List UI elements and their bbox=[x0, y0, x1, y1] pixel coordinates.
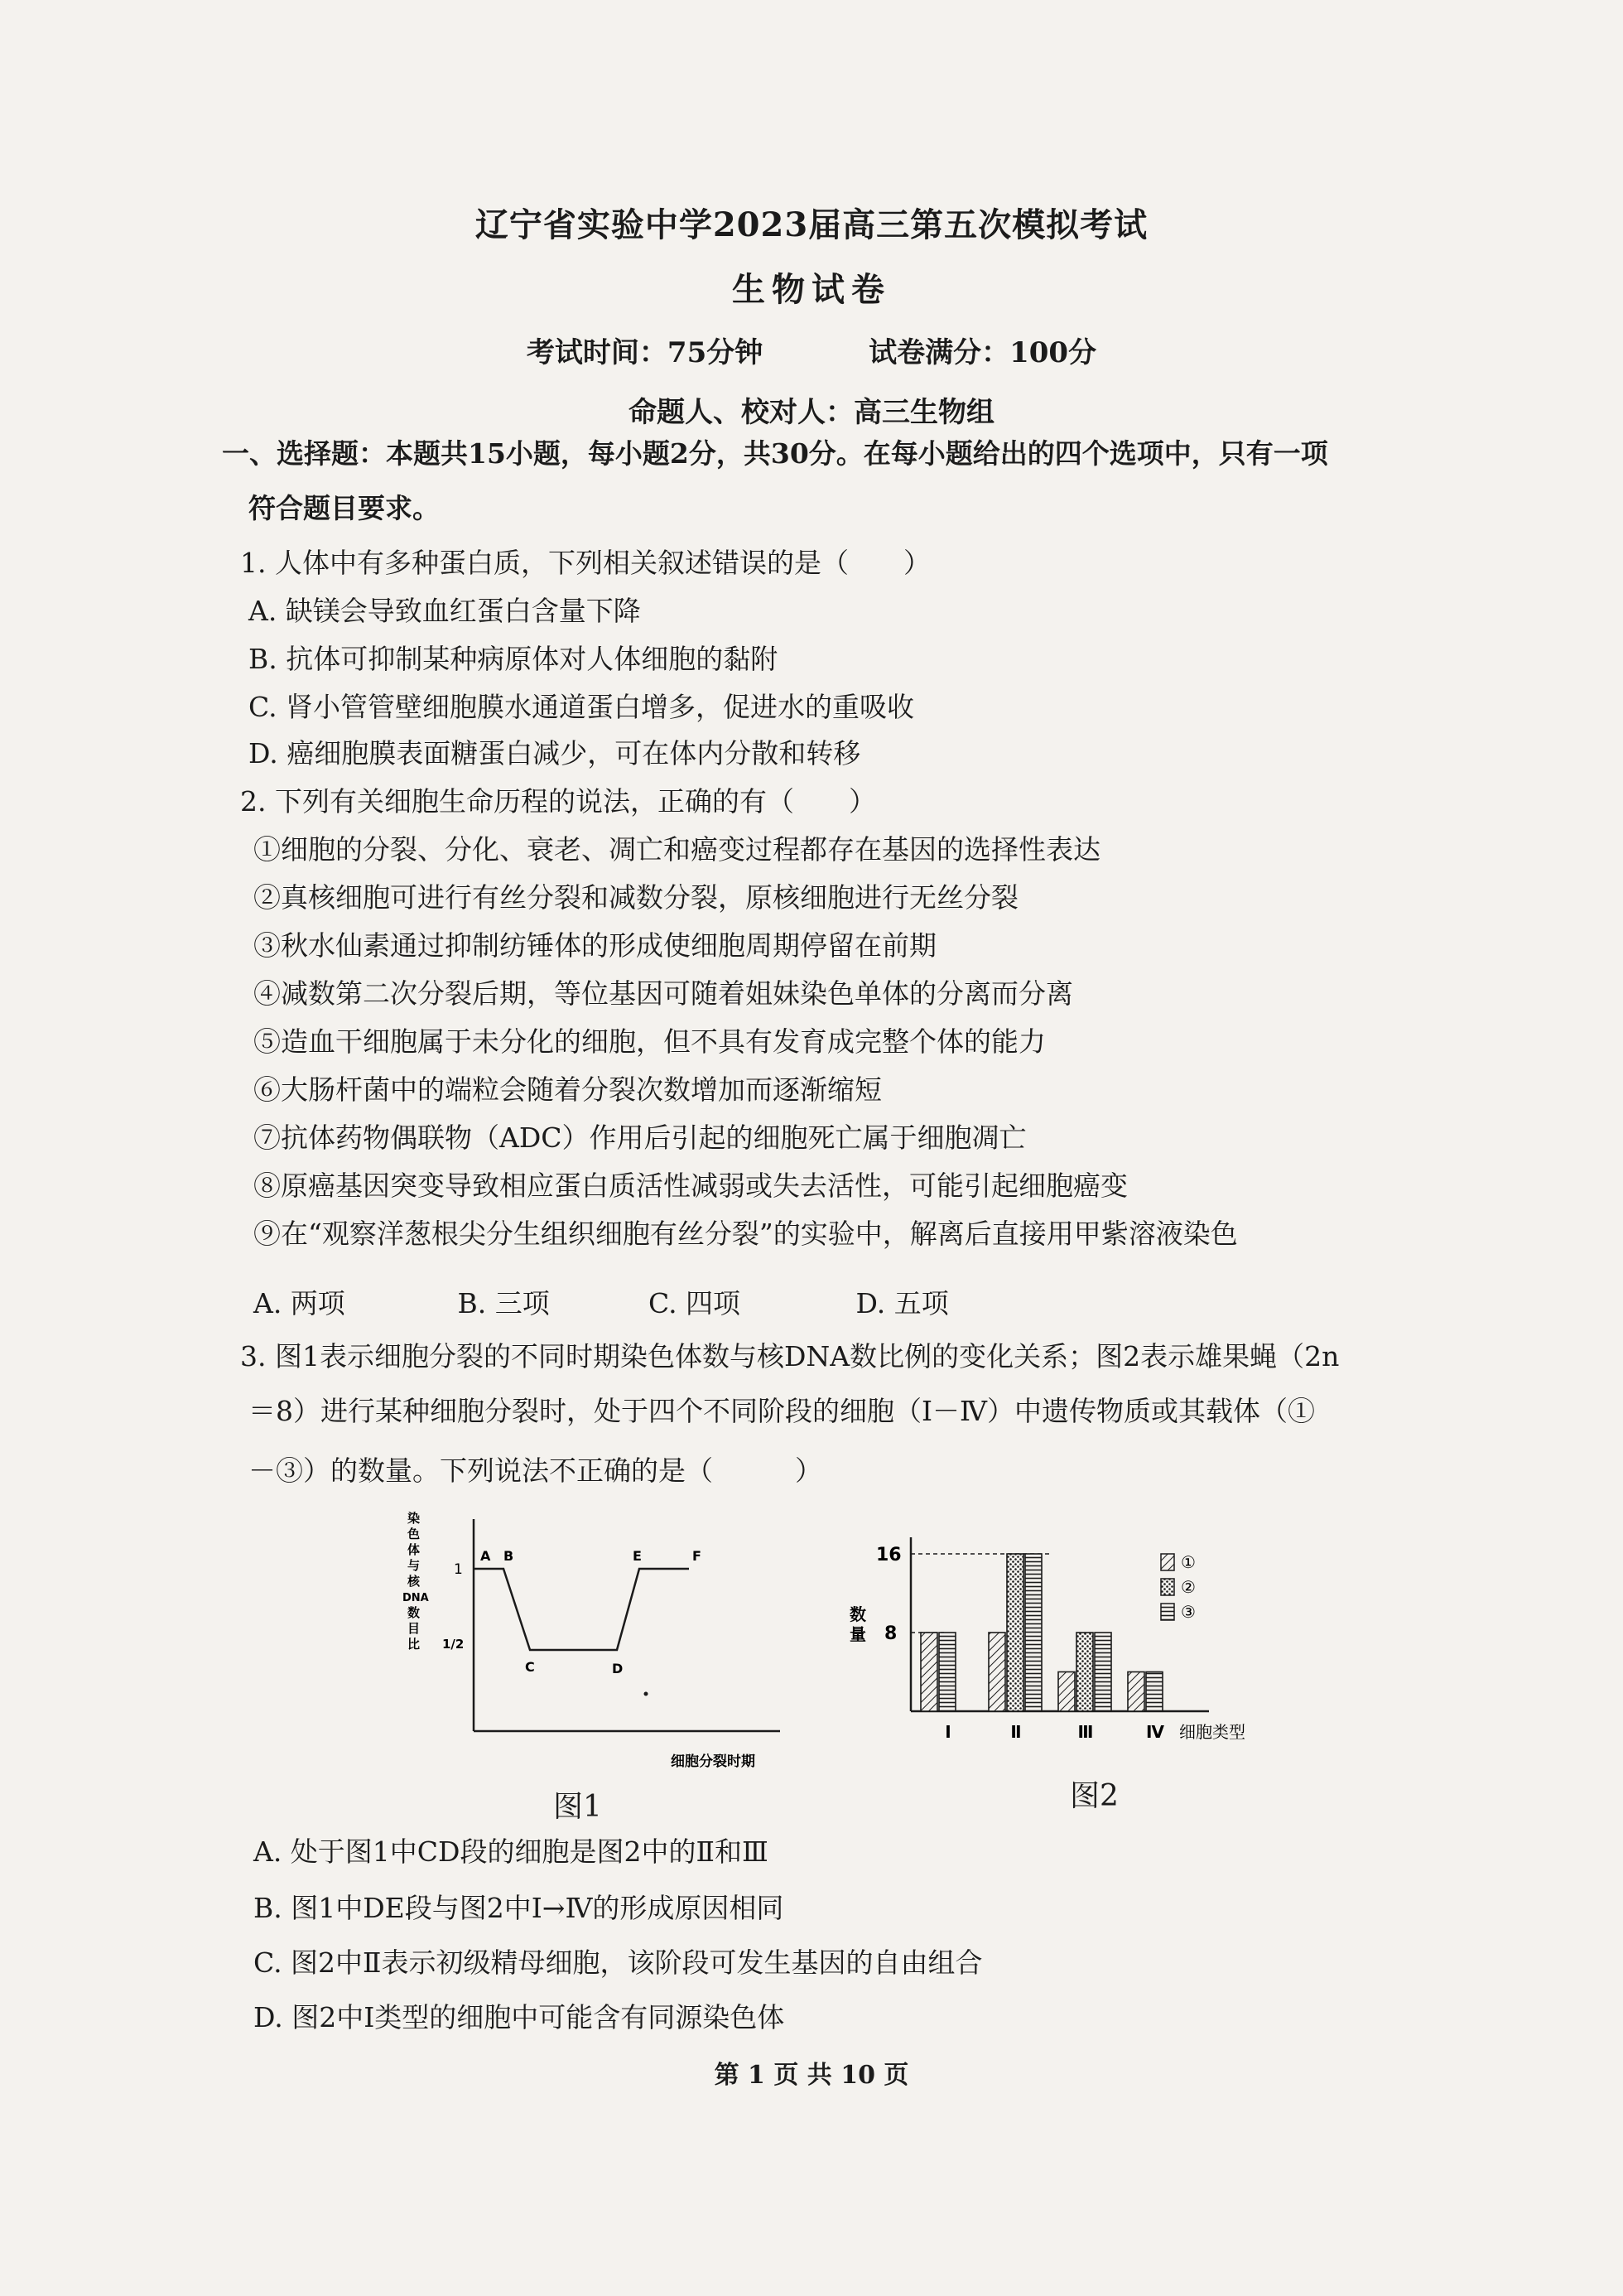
fig1-speck bbox=[644, 1692, 648, 1696]
q3-stem-line2: ＝8）进行某种细胞分裂时，处于四个不同阶段的细胞（Ⅰ－Ⅳ）中遗传物质或其载体（① bbox=[248, 1395, 1315, 1427]
fig1-ylabel-char: 比 bbox=[407, 1637, 421, 1652]
fig2-legend-swatch-1 bbox=[1161, 1554, 1174, 1570]
q2-stem: 2. 下列有关细胞生命历程的说法，正确的有（ ） bbox=[240, 785, 876, 818]
exam-score: 试卷满分：100分 bbox=[869, 336, 1097, 369]
fig2-category-label: Ⅲ bbox=[1077, 1722, 1094, 1742]
fig1-tick-1: 1 bbox=[454, 1561, 463, 1578]
fig2-bar-series-3 bbox=[1146, 1672, 1163, 1712]
fig2-legend-label-2: ② bbox=[1181, 1577, 1196, 1597]
fig2-category-label: Ⅳ bbox=[1146, 1722, 1164, 1742]
fig1-ylabel-char: 核 bbox=[407, 1574, 421, 1589]
fig1-ylabel-char: DNA bbox=[402, 1592, 429, 1604]
fig1-drop-line bbox=[617, 1569, 639, 1650]
exam-author: 命题人、校对人：高三生物组 bbox=[628, 396, 995, 429]
fig1-ylabel-char: 色 bbox=[407, 1527, 421, 1541]
fig1-point-label: C bbox=[525, 1659, 535, 1675]
fig1-data-line bbox=[474, 1569, 689, 1650]
exam-time: 考试时间：75分钟 bbox=[526, 336, 763, 369]
q2-item-9: ⑨在“观察洋葱根尖分生组织细胞有丝分裂”的实验中，解离后直接用甲紫溶液染色 bbox=[253, 1218, 1238, 1250]
q2-options bbox=[253, 1287, 949, 1320]
figure-1-caption: 图1 bbox=[553, 1790, 602, 1824]
q1-stem: 1. 人体中有多种蛋白质，下列相关叙述错误的是（ ） bbox=[240, 547, 931, 579]
q3-option-b: B. 图1中DE段与图2中Ⅰ→Ⅳ的形成原因相同 bbox=[253, 1892, 784, 1924]
q2-item-8: ⑧原癌基因突变导致相应蛋白质活性减弱或失去活性，可能引起细胞癌变 bbox=[253, 1170, 1128, 1202]
q3-stem-line1: 3. 图1表示细胞分裂的不同时期染色体数与核DNA数比例的变化关系；图2表示雄果蝇（2n bbox=[240, 1340, 1340, 1372]
q2-option-d: D. 五项 bbox=[855, 1287, 949, 1319]
q2-option-c: C. 四项 bbox=[648, 1287, 741, 1319]
fig1-point-labels bbox=[480, 1548, 701, 1676]
figure-2-caption: 图2 bbox=[1070, 1779, 1119, 1813]
q1-option-c: C. 肾小管管壁细胞膜水通道蛋白增多，促进水的重吸收 bbox=[248, 691, 915, 723]
fig1-xlabel: 细胞分裂时期 bbox=[671, 1753, 755, 1770]
q3-option-c: C. 图2中Ⅱ表示初级精母细胞，该阶段可发生基因的自由组合 bbox=[253, 1946, 983, 1979]
q1-option-a: A. 缺镁会导致血红蛋白含量下降 bbox=[248, 595, 641, 627]
exam-subject: 生物试卷 bbox=[732, 270, 891, 309]
fig2-bar-series-1 bbox=[1128, 1672, 1144, 1712]
fig2-tick-8: 8 bbox=[884, 1623, 898, 1644]
fig1-point-label: E bbox=[633, 1548, 642, 1564]
q2-option-b: B. 三项 bbox=[457, 1287, 550, 1319]
fig2-legend-swatch-2 bbox=[1161, 1579, 1174, 1595]
fig2-bar-series-3 bbox=[1095, 1633, 1111, 1711]
q2-option-a: A. 两项 bbox=[253, 1287, 345, 1319]
q1-option-b: B. 抗体可抑制某种病原体对人体细胞的黏附 bbox=[248, 643, 778, 675]
fig2-legend-label-3: ③ bbox=[1181, 1602, 1196, 1622]
page-footer: 第 1 页 共 10 页 bbox=[714, 2061, 909, 2090]
fig2-bar-series-1 bbox=[921, 1633, 937, 1711]
q2-item-3: ③秋水仙素通过抑制纺锤体的形成使细胞周期停留在前期 bbox=[253, 929, 937, 962]
q2-item-6: ⑥大肠杆菌中的端粒会随着分裂次数增加而逐渐缩短 bbox=[253, 1073, 882, 1106]
fig2-ylabel-char: 量 bbox=[850, 1624, 866, 1644]
fig2-xlabel: 细胞类型 bbox=[1179, 1722, 1245, 1742]
fig2-bar-series-1 bbox=[1058, 1672, 1075, 1712]
q3-option-d: D. 图2中Ⅰ类型的细胞中可能含有同源染色体 bbox=[253, 2001, 785, 2033]
fig2-legend bbox=[1161, 1552, 1196, 1622]
figure-2-bar-chart bbox=[838, 1531, 1302, 1754]
q2-item-5: ⑤造血干细胞属于未分化的细胞，但不具有发育成完整个体的能力 bbox=[253, 1025, 1046, 1058]
section-heading-line1: 一、选择题：本题共15小题，每小题2分，共30分。在每小题给出的四个选项中，只有一项 bbox=[222, 437, 1328, 470]
fig2-legend-swatch-3 bbox=[1161, 1604, 1174, 1620]
fig1-point-label: B bbox=[503, 1548, 514, 1564]
fig1-ylabel bbox=[402, 1511, 429, 1652]
fig1-point-label: F bbox=[692, 1548, 701, 1564]
section-heading-line2: 符合题目要求。 bbox=[248, 492, 440, 524]
fig2-tick-16: 16 bbox=[876, 1545, 902, 1565]
fig2-bar-series-3 bbox=[1025, 1554, 1042, 1711]
fig2-bar-series-1 bbox=[989, 1633, 1005, 1711]
fig1-point-label: A bbox=[480, 1548, 491, 1564]
q2-item-4: ④减数第二次分裂后期，等位基因可随着姐妹染色单体的分离而分离 bbox=[253, 977, 1073, 1010]
fig1-point-label: D bbox=[612, 1661, 624, 1676]
q2-item-7: ⑦抗体药物偶联物（ADC）作用后引起的细胞死亡属于细胞凋亡 bbox=[253, 1121, 1027, 1154]
q1-option-d: D. 癌细胞膜表面糖蛋白减少，可在体内分散和转移 bbox=[248, 737, 861, 769]
fig2-category-labels bbox=[945, 1722, 1164, 1742]
q3-option-a: A. 处于图1中CD段的细胞是图2中的Ⅱ和Ⅲ bbox=[253, 1835, 768, 1868]
fig2-bar-series-2 bbox=[1007, 1554, 1023, 1711]
fig2-category-label: Ⅰ bbox=[945, 1722, 951, 1742]
figure-1-line-chart bbox=[397, 1507, 795, 1781]
q2-item-2: ②真核细胞可进行有丝分裂和减数分裂，原核细胞进行无丝分裂 bbox=[253, 881, 1019, 914]
fig1-ylabel-char: 目 bbox=[407, 1621, 421, 1636]
q2-item-1: ①细胞的分裂、分化、衰老、凋亡和癌变过程都存在基因的选择性表达 bbox=[253, 833, 1100, 866]
fig1-tick-half: 1/2 bbox=[442, 1637, 465, 1652]
fig2-category-label: Ⅱ bbox=[1010, 1722, 1022, 1742]
fig2-legend-label-1: ① bbox=[1181, 1552, 1196, 1572]
fig2-bars bbox=[921, 1554, 1163, 1711]
fig1-ylabel-char: 与 bbox=[407, 1558, 421, 1573]
exam-title: 辽宁省实验中学2023届高三第五次模拟考试 bbox=[474, 205, 1149, 244]
fig2-bar-series-3 bbox=[939, 1633, 956, 1711]
fig2-bar-series-2 bbox=[1076, 1633, 1093, 1711]
fig1-ylabel-char: 染 bbox=[407, 1511, 421, 1526]
fig1-ylabel-char: 体 bbox=[407, 1542, 421, 1557]
q3-stem-line3: －③）的数量。下列说法不正确的是（ ） bbox=[248, 1454, 822, 1487]
fig2-ylabel-char: 数 bbox=[850, 1604, 866, 1624]
exam-meta bbox=[0, 330, 1623, 370]
fig1-ylabel-char: 数 bbox=[407, 1605, 421, 1620]
